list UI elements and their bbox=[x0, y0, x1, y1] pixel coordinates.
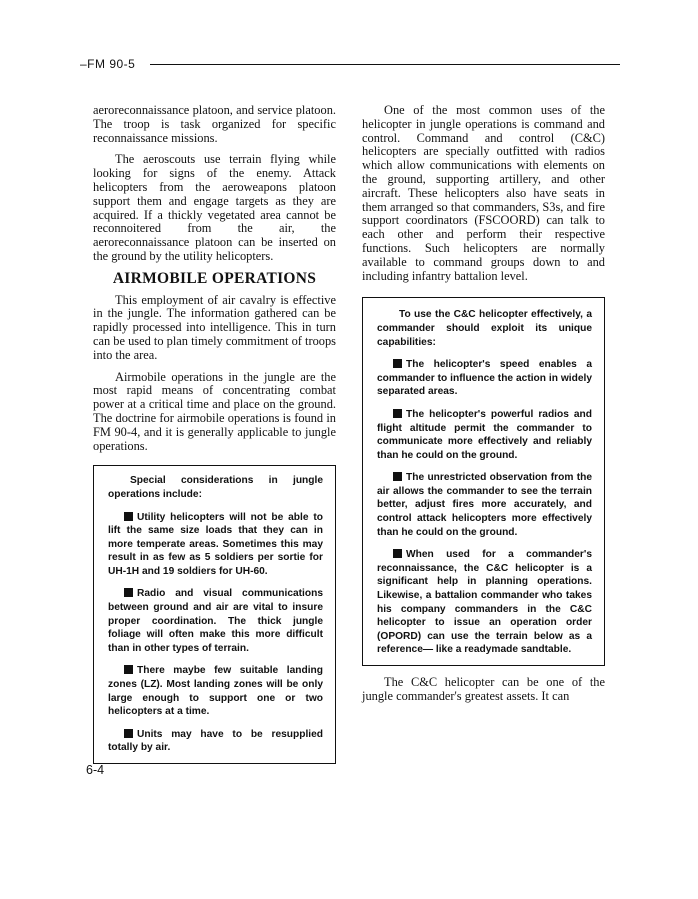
square-bullet-icon bbox=[124, 588, 133, 597]
left-column bbox=[93, 104, 336, 774]
capabilities-box bbox=[362, 297, 605, 666]
box-item-text: There maybe few suitable landing zones (LZ). Most landing zones will be only large enough to support one or two helicopters at a time. bbox=[108, 665, 323, 718]
paragraph: The aeroscouts use terrain flying while looking for signs of the enemy. Attack helicopters from the aeroweapons platoon support them and engage targets as they are acquired. If a thickly vegetated area cannot be reconnoitered from the air, the aeroreconnaissance platoon can be inserted on the ground by the utility helicopters. bbox=[93, 152, 336, 263]
box-item-text: The unrestricted observation from the air allows the commander to see the terrain better, adjust fires more accurately, and control attack helicopters more effectively than he could on the ground. bbox=[377, 472, 592, 538]
square-bullet-icon bbox=[124, 729, 133, 738]
square-bullet-icon bbox=[393, 472, 402, 481]
paragraph: This employment of air cavalry is effective in the jungle. The information gathered can be rapidly processed into intelligence. This in turn can be used to plan timely commitment of troops into the area. bbox=[93, 292, 336, 362]
box-intro: Special considerations in jungle operations include: bbox=[108, 475, 323, 500]
paragraph: The C&C helicopter can be one of the jungle commander's greatest assets. It can bbox=[362, 675, 605, 703]
box-item bbox=[377, 358, 592, 399]
square-bullet-icon bbox=[393, 549, 402, 558]
header-rule bbox=[150, 64, 620, 65]
paragraph: One of the most common uses of the helicopter in jungle operations is command and control. Command and control (C&C) helicopters are specially outfitted with radios which allow communications with elements on the ground, supporting artillery, and other aircraft. These helicopters also have seats in them arranged so that commanders, S3s, and fire support coordinators (FSCOORD) can talk to each other and perform their respective functions. Such helicopters are normally available to command groups down to and including infantry battalion level. bbox=[362, 103, 605, 283]
box-item bbox=[108, 728, 323, 755]
section-heading: AIRMOBILE OPERATIONS bbox=[112, 269, 317, 287]
box-item-text: Units may have to be resupplied totally by air. bbox=[108, 728, 323, 754]
square-bullet-icon bbox=[393, 359, 402, 368]
box-item bbox=[108, 664, 323, 718]
square-bullet-icon bbox=[124, 665, 133, 674]
page-number: 6-4 bbox=[86, 763, 105, 777]
square-bullet-icon bbox=[393, 409, 402, 418]
box-item bbox=[108, 511, 323, 579]
box-item bbox=[377, 471, 592, 539]
running-header bbox=[80, 57, 620, 71]
considerations-box bbox=[93, 465, 336, 764]
box-intro: To use the C&C helicopter effectively, a commander should exploit its unique capabilities: bbox=[377, 309, 592, 348]
square-bullet-icon bbox=[124, 512, 133, 521]
paragraph: aeroreconnaissance platoon, and service platoon. The troop is task organized for specific reconnaissance missions. bbox=[93, 103, 336, 145]
box-item bbox=[377, 408, 592, 462]
paragraph: Airmobile operations in the jungle are the most rapid means of concentrating combat power at a critical time and place on the ground. The doctrine for airmobile operations is found in FM 90-4, and it is generally applicable to jungle operations. bbox=[93, 369, 336, 453]
box-item bbox=[377, 548, 592, 657]
right-column bbox=[362, 104, 605, 712]
header-label: –FM 90-5 bbox=[80, 57, 138, 71]
box-item-text: The helicopter's speed enables a commander to influence the action in widely separated areas. bbox=[377, 359, 592, 398]
box-item-text: Radio and visual communications between ground and air are vital to insure proper coordination. The thick jungle foliage will often make this more difficult than in other types of terrain. bbox=[108, 588, 323, 654]
box-item-text: Utility helicopters will not be able to lift the same size loads that they can in more temperate areas. Sometimes this may result in as few as 5 soldiers per sortie for UH-1H and 19 soldiers for UH-60. bbox=[108, 511, 323, 577]
box-item-text: The helicopter's powerful radios and flight altitude permit the commander to communicate more effectively and reliably than he could on the ground. bbox=[377, 408, 592, 461]
box-item-text: When used for a commander's reconnaissance, the C&C helicopter is a significant help in planning operations. Likewise, a battalion commander who takes his company commanders in the C&C helicopter to issue an operation order (OPORD) can use the terrain below as a reference— like a readymade sandtable. bbox=[377, 549, 592, 656]
box-item bbox=[108, 587, 323, 655]
